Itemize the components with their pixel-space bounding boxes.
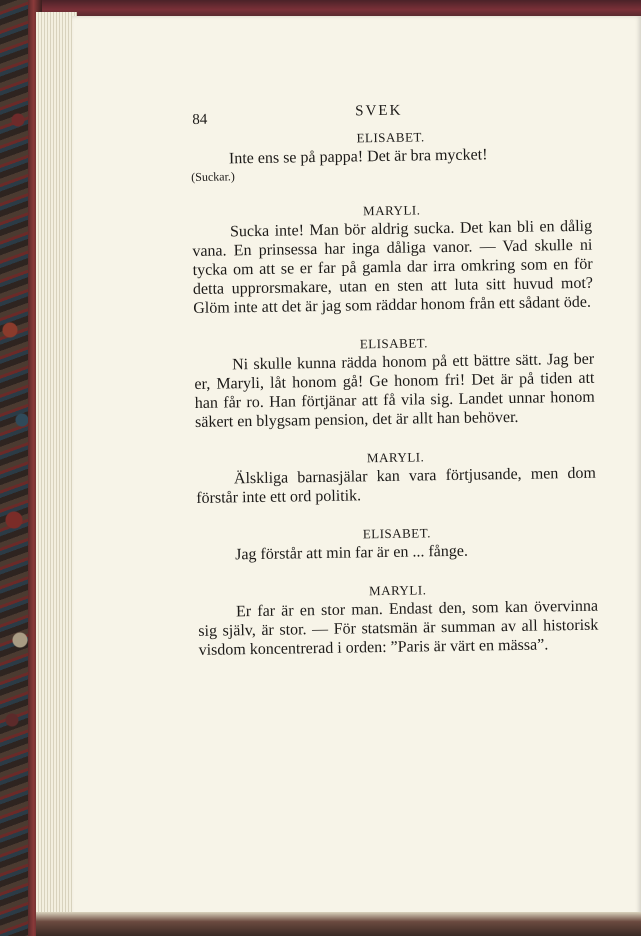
dialogue-line: Er far är en stor man. Endast den, som kan övervinna sig själv, är stor. — För statsmän är summan av all historisk visdom koncentrerad i orden: ”Paris är värt en mässa”. [198,597,599,659]
speaker-name: MARYLI. [362,202,421,219]
speaker-name: ELISABET. [359,335,429,352]
running-title: SVEK [355,102,403,120]
book-bottom-edge [36,912,641,936]
page-number: 84 [192,111,208,128]
dialogue-line: Sucka inte! Man bör aldrig sucka. Det kan bli en dålig vana. En prinsessa har inga dåliga vanor. — Vad skulle ni tycka om att se er far på gamla dar irra omkring som en för detta upprorsmakare, utan en sten att luta sitt huvud mot? Glöm inte att det är jag som räddar honom från ett sådant öde. [192,217,594,317]
dialogue-line: Ni skulle kunna rädda honom på ett bättre sätt. Jag ber er, Maryli, låt honom gå! Ge honom fri! Det är på tiden att han får ro. Han förtjänar att få vila sig. Landet unnar honom säkert en blygsam pension, det är allt han behöver. [194,350,595,431]
stage-direction: (Suckar.) [191,169,235,184]
speaker-name: ELISABET. [356,129,425,146]
book-top-edge [0,0,641,16]
page-edges [36,12,77,912]
dialogue-line: Jag förstår att min far är en ... fånge. [235,542,469,564]
speaker-name: MARYLI. [368,582,427,599]
page-text [190,94,599,660]
speaker-name: ELISABET. [362,525,432,542]
speaker-name: MARYLI. [366,449,425,466]
dialogue-line: Inte ens se på pappa! Det är bra mycket! [228,146,488,168]
dialogue-line: Älskliga barnasjälar kan vara förtjusande, men dom förstår inte ett ord politik. [196,464,597,507]
